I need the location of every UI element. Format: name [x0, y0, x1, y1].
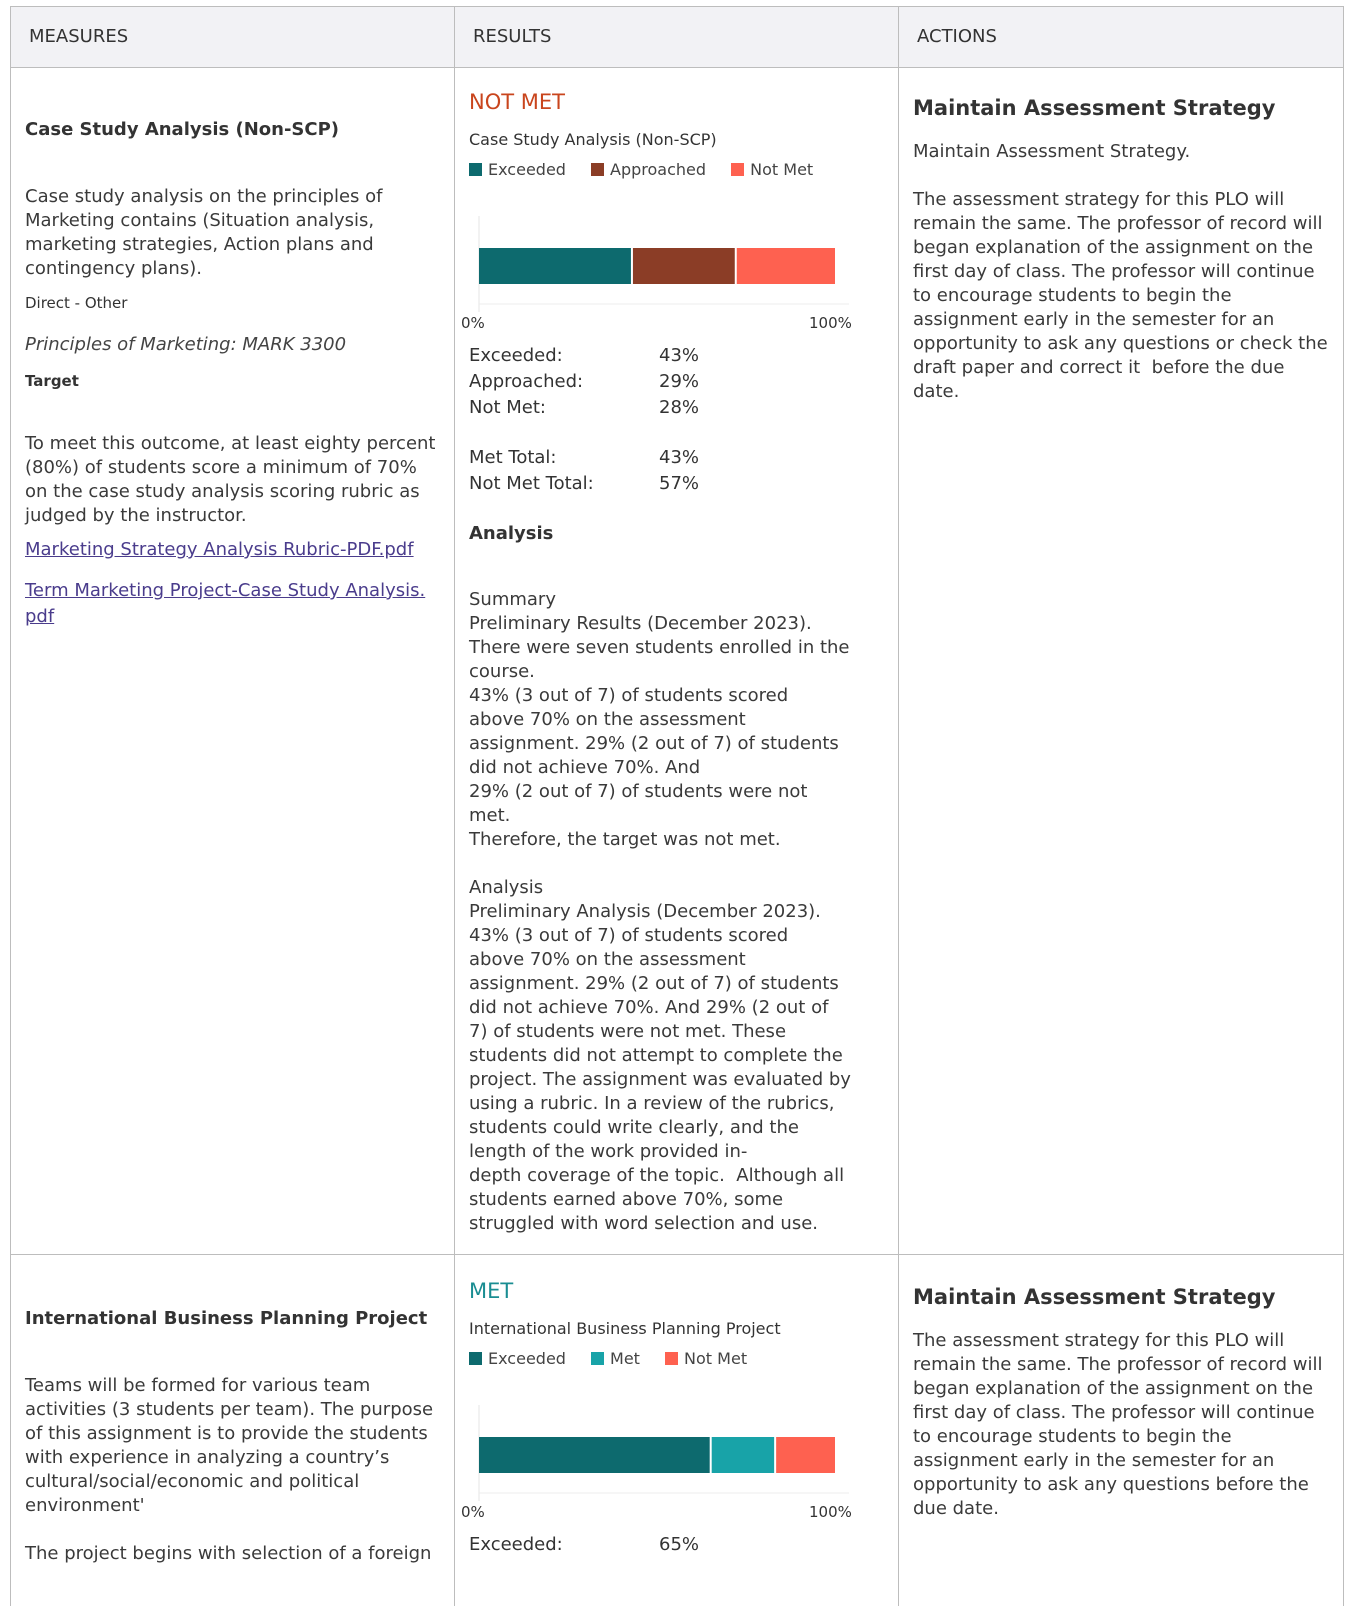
- measure-type: Direct - Other: [25, 294, 128, 312]
- action-text: The assessment strategy for this PLO will remain the same. The professor of record will began explanation of the assignment on the first day of class. The professor will continue to encourage students to begin the assignment early in the semester for an opportunity to ask any questions before the due date.: [913, 1330, 1323, 1519]
- stat-row-exceeded: [469, 343, 699, 369]
- stat-label: Approached:: [469, 371, 584, 392]
- status-met: MET: [469, 1279, 514, 1303]
- bar-segment-approached: [633, 248, 735, 284]
- totals-block: [469, 445, 699, 497]
- stat-row-met-total: [469, 445, 699, 471]
- stat-value: 28%: [659, 397, 700, 418]
- action-title: Maintain Assessment Strategy: [913, 96, 1276, 120]
- legend-swatch-approached: [591, 163, 604, 176]
- stat-value: 29%: [659, 371, 700, 392]
- stat-row-not-met: [469, 395, 699, 421]
- legend-swatch-exceeded: [469, 1352, 482, 1365]
- measure-course: Principles of Marketing: MARK 3300: [25, 334, 347, 355]
- measure-title: Case Study Analysis (Non-SCP): [25, 119, 340, 140]
- chart-legend: [469, 160, 833, 180]
- stacked-bar-chart: [459, 202, 859, 312]
- action-text: Maintain Assessment Strategy. The assessment strategy for this PLO will remain the same. The professor of record will began explanation of the assignment on the first day of class. The professor will continue to encourage students to begin the assignment early in the semester for an opportunity to ask any questions or check the draft paper and correct it before the due date.: [913, 141, 1328, 402]
- table-header: [11, 6, 1343, 68]
- legend-swatch-met: [591, 1352, 604, 1365]
- column-divider: [454, 6, 455, 1606]
- legend-item-not-met: [731, 160, 813, 179]
- bar-segment-exceeded: [479, 1437, 710, 1473]
- legend-swatch-not-met: [731, 163, 744, 176]
- target-label: Target: [25, 372, 79, 390]
- case-study-pdf-link[interactable]: Term Marketing Project-Case Study Analysis.: [25, 580, 426, 601]
- column-divider: [898, 6, 899, 1606]
- header-measures: MEASURES: [29, 26, 129, 47]
- stat-label: Exceeded:: [469, 1534, 563, 1555]
- stat-label: Met Total:: [469, 447, 557, 468]
- measure-description: Case study analysis on the principles of Marketing contains (Situation analysis, marketing strategies, Action plans and contingency plans).: [25, 186, 383, 279]
- stat-value: 57%: [659, 473, 700, 494]
- header-actions: ACTIONS: [917, 26, 997, 47]
- chart-legend: [469, 1349, 767, 1369]
- legend-item-not-met: [665, 1349, 747, 1368]
- bar-segment-met: [712, 1437, 774, 1473]
- stats-block: [469, 343, 699, 421]
- measure-title: International Business Planning Project: [25, 1308, 428, 1329]
- stat-value: 65%: [659, 1534, 700, 1555]
- chart-title: Case Study Analysis (Non-SCP): [469, 130, 717, 149]
- header-results: RESULTS: [473, 26, 552, 47]
- legend-label: Met: [610, 1349, 640, 1368]
- legend-swatch-not-met: [665, 1352, 678, 1365]
- stat-label: Exceeded:: [469, 345, 563, 366]
- legend-item-approached: [591, 160, 706, 179]
- results-table: [10, 6, 1344, 1606]
- stat-value: 43%: [659, 345, 700, 366]
- legend-swatch-exceeded: [469, 163, 482, 176]
- rubric-pdf-link[interactable]: Marketing Strategy Analysis Rubric-PDF.pdf: [25, 539, 414, 560]
- legend-item-met: [591, 1349, 640, 1368]
- stat-row-not-met-total: [469, 471, 699, 497]
- measure-description: Teams will be formed for various team activities (3 students per team). The purpose of this assignment is to provide the students with experience in analyzing a country’s cultural/social/economic and political environment' The project begins with selection of a foreign: [25, 1375, 434, 1564]
- axis-max-label: 100%: [809, 1503, 852, 1521]
- stat-label: Not Met Total:: [469, 473, 594, 494]
- analysis-text: Summary Preliminary Results (December 2023). There were seven students enrolled in the course. 43% (3 out of 7) of students scored above 70% on the assessment assignment. 29% (2 out of 7) of students did not achieve 70%. And 29% (2 out of 7) of students were not met. Therefore, the target was not met. Analysis Preliminary Analysis (December 2023). 43% (3 out of 7) of students scored above 70% on the assessment assignment. 29% (2 out of 7) of students did not achieve 70%. And 29% (2 out of 7) of students were not met. These students did not attempt to complete the project. The assignment was evaluated by using a rubric. In a review of the rubrics, students could write clearly, and the length of the work provided in- depth coverage of the topic. Although all students earned above 70%, some struggled with word selection and use.: [469, 589, 851, 1234]
- axis-min-label: 0%: [461, 314, 485, 332]
- axis-max-label: 100%: [809, 314, 852, 332]
- chart-title: International Business Planning Project: [469, 1319, 781, 1338]
- legend-label: Exceeded: [488, 160, 566, 179]
- bar-segment-not-met: [737, 248, 835, 284]
- legend-item-exceeded: [469, 160, 566, 179]
- legend-label: Exceeded: [488, 1349, 566, 1368]
- stat-label: Not Met:: [469, 397, 546, 418]
- axis-min-label: 0%: [461, 1503, 485, 1521]
- status-not-met: NOT MET: [469, 90, 565, 114]
- bar-segment-not-met: [776, 1437, 835, 1473]
- stats-block: [469, 1532, 699, 1558]
- analysis-heading: Analysis: [469, 523, 554, 544]
- legend-label: Not Met: [750, 160, 814, 179]
- stat-row-exceeded: [469, 1532, 699, 1558]
- case-study-pdf-link-wrap[interactable]: [25, 578, 425, 630]
- legend-item-exceeded: [469, 1349, 566, 1368]
- stat-row-approached: [469, 369, 699, 395]
- target-text: To meet this outcome, at least eighty percent (80%) of students score a minimum of 70% on the case study analysis scoring rubric as judged by the instructor.: [25, 433, 436, 526]
- case-study-pdf-link-cont[interactable]: pdf: [25, 606, 55, 627]
- stacked-bar-chart: [459, 1391, 859, 1501]
- legend-label: Approached: [610, 160, 707, 179]
- stat-value: 43%: [659, 447, 700, 468]
- row-divider: [11, 1254, 1343, 1255]
- bar-segment-exceeded: [479, 248, 631, 284]
- legend-label: Not Met: [684, 1349, 748, 1368]
- action-title: Maintain Assessment Strategy: [913, 1285, 1276, 1309]
